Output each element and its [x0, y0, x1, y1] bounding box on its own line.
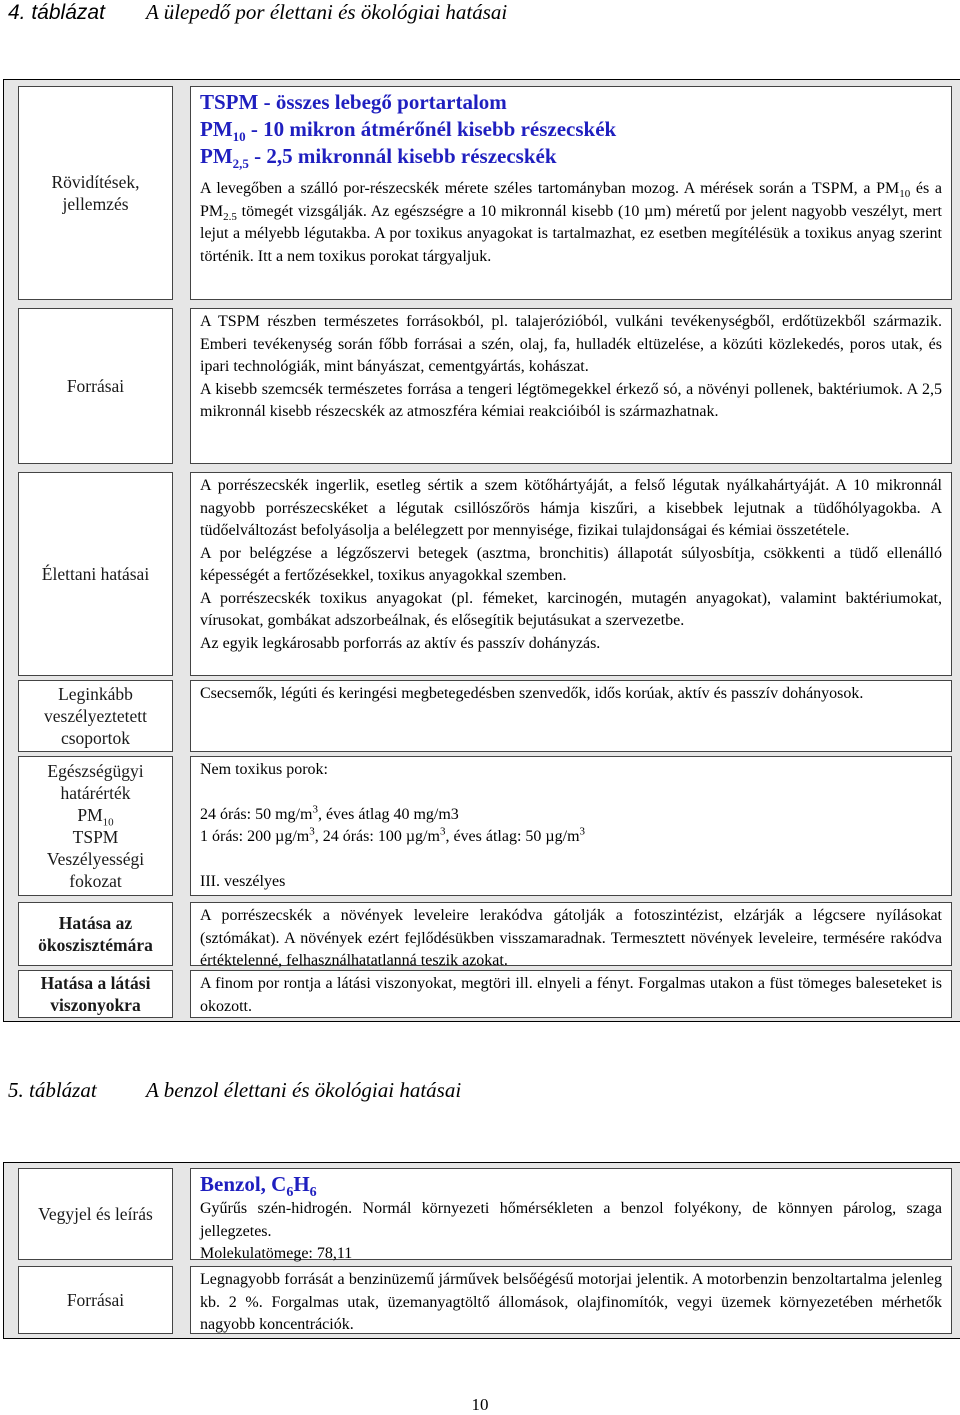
- physio-paragraph: A porrészecskék toxikus anyagokat (pl. fémeket, karcinogén, mutagén anyagokat), valamint baktériumokat, vírusokat, gombákat adszorbeálnak, és elősegítik bejutásukat a szervezetbe.: [200, 589, 942, 629]
- content-ecosystem-effect: A porrészecskék a növények leveleire lerakódva gátolják a fotoszintézist, elzárják a légcsere nyílásokat (sztómákat). A növények ezért fejlődésükben visszamaradnak. Termesztett növények leveleire, termésére rakódva értéktelenné, felhasználhatatlanná teszik azokat.: [190, 902, 952, 966]
- label-benzene-sources: Forrásai: [18, 1266, 173, 1334]
- label-visibility-effect: Hatása a látási viszonyokra: [18, 970, 173, 1018]
- abbrev-pm10: $PM_{10} - 10$ mikron átmérőnél kisebb részecskék: [200, 117, 617, 145]
- page-number: 10: [471, 1395, 489, 1414]
- benzene-formula: Benzol, $C_6H_6$: [200, 1172, 317, 1201]
- benzene-molar-mass: Molekulatömege: 78,11: [200, 1245, 353, 1262]
- limits-tspm: 1 órás: 200 $\mu g/m^3$, 24 órás: 100 $\mu g/m^3$, éves átlag: 50 $\mu g/m^3$: [200, 825, 586, 845]
- label-symbol-description: Vegyjel és leírás: [18, 1168, 173, 1260]
- label-limit-values: Egészségügyi határérték $PM_{10}$ TSPM Veszélyességi fokozat: [18, 756, 173, 896]
- table5-number: 5. táblázat: [8, 1078, 97, 1102]
- sources-paragraph: A TSPM részben természetes forrásokból, pl. talajerózióból, vulkáni tevékenységből, erdőtüzekből származik. Emberi tevékenység során főbb forrásai a szén, olaj, fa, hulladék eltüzelése, a közúti közlekedés, poros utak, és ipari technológiák, mint bányászat, cementgyártás, kohászat.: [200, 313, 942, 375]
- label-pm10: $PM_{10}$: [77, 805, 114, 829]
- benzene-description: Gyűrűs szén-hidrogén. Normál környezeti hőmérsékleten a benzol folyékony, de könnyen párolog, szaga jellegzetes.: [200, 1200, 942, 1240]
- label-sources: Forrásai: [18, 308, 173, 464]
- sources-paragraph: A kisebb szemcsék természetes forrása a tengeri légtömegekkel érkező só, a növényi pollenek, baktériumok. A 2,5 mikronnál kisebb részecskék az atmoszféra kémiai reakcióiból is származhatnak.: [200, 380, 942, 420]
- content-physiological-effects: [190, 472, 952, 676]
- content-limit-values: [190, 756, 952, 896]
- abbrev-description: A levegőben a szálló por-részecskék mérete széles tartományban mozog. A mérések során a TSPM, a $PM_{10}$ és a $PM_{2.5}$ tömegét vizsgálják. Az egészségre a 10 mikronnál kisebb (10 µm) méretű por jelent nagyobb veszélyt, mert lejut a mélyebb légutakba. A por toxikus anyagokat is tartalmazhat, ez esetben megítélésük a toxikus anyag szerint történik. Itt a nem toxikus porokat tárgyaljuk.: [200, 180, 943, 265]
- content-benzene-description: [190, 1168, 952, 1260]
- physio-paragraph: Az egyik legkárosabb porforrás az aktív és passzív dohányzás.: [200, 634, 601, 652]
- limits-pm10: 24 órás: 50 $mg/m^3$, éves átlag 40 mg/m3: [200, 803, 459, 823]
- abbrev-pm25: $PM_{2,5} - 2,5$ mikronnál kisebb részecskék: [200, 144, 557, 172]
- content-benzene-sources: Legnagyobb forrását a benzinüzemű járművek belsőégésű motorjai jelentik. A motorbenzin benzoltartalma jelenleg kb. 2 %. Forgalmas utak, üzemanyagtöltő állomások, olajfinomítók, vegyi üzemek környezetében mérhetők nagyobb koncentrációk.: [190, 1266, 952, 1334]
- table5-heading: [8, 1078, 461, 1103]
- limits-header: Nem toxikus porok:: [200, 761, 328, 778]
- content-at-risk-groups: Csecsemők, légúti és keringési megbetegedésben szenvedők, idős korúak, aktív és passzív dohányosok.: [190, 680, 952, 752]
- label-ecosystem-effect: Hatása az ökoszisztémára: [18, 902, 173, 966]
- physio-paragraph: A por belégzése a légzőszervi betegek (asztma, bronchitis) állapotát súlyosbítja, csökkenti a tüdő ellenálló képességét a fertőzésekkel, toxikus anyagokkal szemben.: [200, 544, 942, 584]
- content-sources: [190, 308, 952, 464]
- limits-hazard-class: III. veszélyes: [200, 872, 286, 890]
- label-at-risk-groups: Leginkább veszélyeztetett csoportok: [18, 680, 173, 752]
- physio-paragraph: A porrészecskék ingerlik, esetleg sértik a szem kötőhártyáját, a felső légutak nyálkahártyáját. A 10 mikronnál nagyobb porrészecskéket a légutak csillószőrös hámja kiszűri, a kisebbek lejutnak a tüdőhólyagokba. A tüdőelváltozást befolyásolja a belélegzett por mennyisége, fizikai tulajdonságai és kémiai összetétele.: [200, 477, 942, 539]
- content-visibility-effect: A finom por rontja a látási viszonyokat, megtöri ill. elnyeli a fényt. Forgalmas utakon a füst tömeges baleseteket is okozott.: [190, 970, 952, 1018]
- content-abbreviations: [190, 86, 952, 300]
- table4-heading: [8, 0, 507, 25]
- label-physiological-effects: Élettani hatásai: [18, 472, 173, 676]
- table4-title: A ülepedő por élettani és ökológiai hatásai: [146, 0, 508, 24]
- label-abbreviations: Rövidítések, jellemzés: [18, 86, 173, 300]
- table4-number: 4. táblázat: [8, 1, 105, 24]
- table5-title: A benzol élettani és ökológiai hatásai: [146, 1078, 462, 1102]
- abbrev-tspm: TSPM - összes lebegő portartalom: [200, 90, 507, 114]
